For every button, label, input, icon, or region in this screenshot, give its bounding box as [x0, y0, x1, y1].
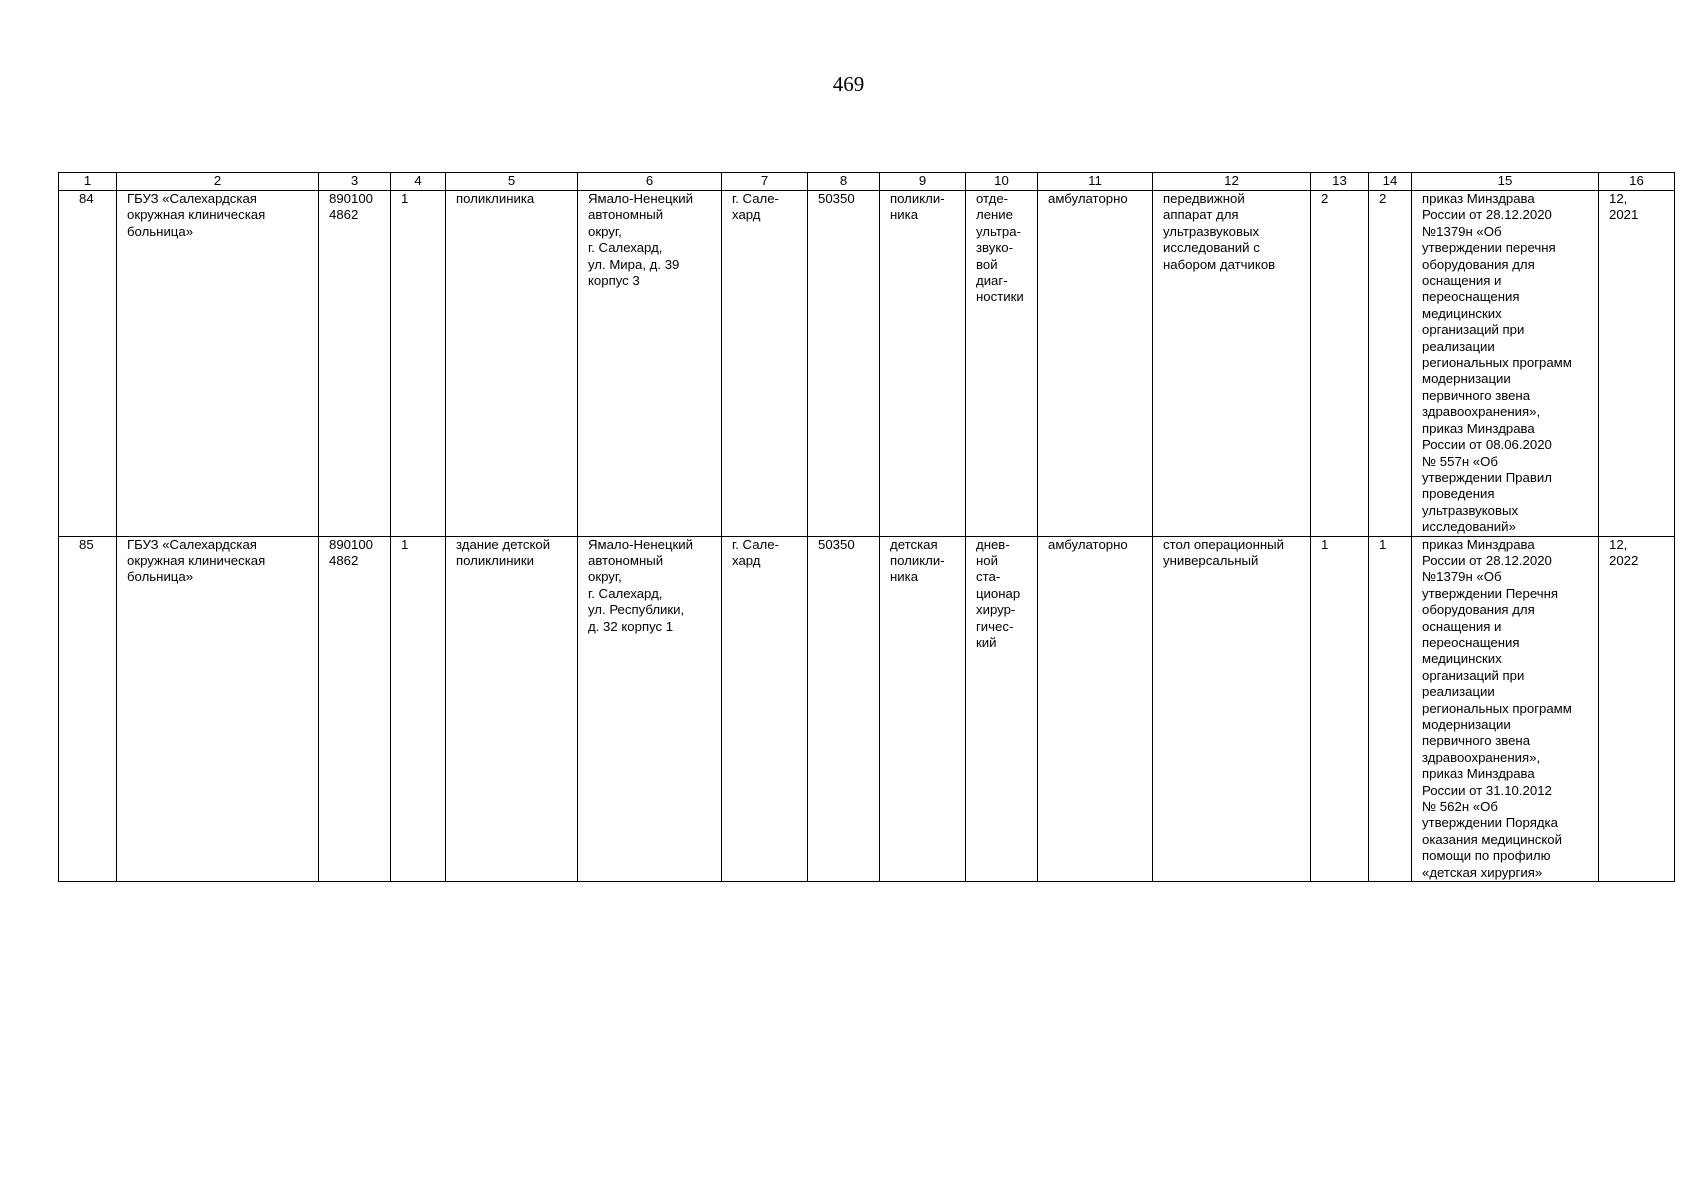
care-type-cell: амбулаторно [1038, 191, 1153, 537]
building-cell: поликлиника [446, 191, 578, 537]
city-cell: г. Сале- хард [722, 536, 808, 882]
organization-cell: ГБУЗ «Салехардская окружная клиническая больница» [117, 536, 319, 882]
row-number-cell: 84 [59, 191, 117, 537]
inn-cell: 890100 4862 [319, 191, 391, 537]
column-number: 14 [1369, 173, 1412, 191]
department-cell: отде- ление ультра- звуко- вой диаг- ностики [966, 191, 1038, 537]
organization-cell: ГБУЗ «Салехардская окружная клиническая больница» [117, 191, 319, 537]
column-number: 6 [578, 173, 722, 191]
column-number: 9 [880, 173, 966, 191]
table-row [59, 536, 1675, 882]
count-cell: 1 [391, 536, 446, 882]
unit-cell: поликли- ника [880, 191, 966, 537]
column-number: 3 [319, 173, 391, 191]
code-cell: 50350 [808, 536, 880, 882]
department-cell: днев- ной ста- ционар хирур- гичес- кий [966, 536, 1038, 882]
unit-cell: детская поликли- ника [880, 536, 966, 882]
equipment-cell: передвижной аппарат для ультразвуковых исследований с набором датчиков [1153, 191, 1311, 537]
column-number: 8 [808, 173, 880, 191]
address-cell: Ямало-Ненецкий автономный округ, г. Салехард, ул. Республики, д. 32 корпус 1 [578, 536, 722, 882]
column-number-row [59, 173, 1675, 191]
building-cell: здание детской поликлиники [446, 536, 578, 882]
code-cell: 50350 [808, 191, 880, 537]
table-row [59, 191, 1675, 537]
column-number: 15 [1412, 173, 1599, 191]
column-number: 12 [1153, 173, 1311, 191]
regulation-cell: приказ Минздрава России от 28.12.2020 №1379н «Об утверждении перечня оборудования для оснащения и переоснащения медицинских организаций при реализации региональных программ модернизации первичного звена здравоохранения», приказ Минздрава России от 08.06.2020 № 557н «Об утверждении Правил проведения ультразвуковых исследований» [1412, 191, 1599, 537]
address-cell: Ямало-Ненецкий автономный округ, г. Салехард, ул. Мира, д. 39 корпус 3 [578, 191, 722, 537]
period-cell: 12, 2022 [1599, 536, 1675, 882]
quantity-cell: 2 [1369, 191, 1412, 537]
column-number: 5 [446, 173, 578, 191]
quantity-cell: 1 [1311, 536, 1369, 882]
regulation-cell: приказ Минздрава России от 28.12.2020 №1379н «Об утверждении Перечня оборудования для оснащения и переоснащения медицинских организаций при реализации региональных программ модернизации первичного звена здравоохранения», приказ Минздрава России от 31.10.2012 № 562н «Об утверждении Порядка оказания медицинской помощи по профилю «детская хирургия» [1412, 536, 1599, 882]
column-number: 7 [722, 173, 808, 191]
quantity-cell: 2 [1311, 191, 1369, 537]
care-type-cell: амбулаторно [1038, 536, 1153, 882]
column-number: 11 [1038, 173, 1153, 191]
page-number: 469 [832, 72, 865, 96]
row-number-cell: 85 [59, 536, 117, 882]
quantity-cell: 1 [1369, 536, 1412, 882]
column-number: 16 [1599, 173, 1675, 191]
equipment-table [58, 172, 1675, 882]
column-number: 10 [966, 173, 1038, 191]
period-cell: 12, 2021 [1599, 191, 1675, 537]
column-number: 1 [59, 173, 117, 191]
column-number: 4 [391, 173, 446, 191]
column-number: 13 [1311, 173, 1369, 191]
column-number: 2 [117, 173, 319, 191]
count-cell: 1 [391, 191, 446, 537]
equipment-cell: стол операционный универсальный [1153, 536, 1311, 882]
city-cell: г. Сале- хард [722, 191, 808, 537]
inn-cell: 890100 4862 [319, 536, 391, 882]
